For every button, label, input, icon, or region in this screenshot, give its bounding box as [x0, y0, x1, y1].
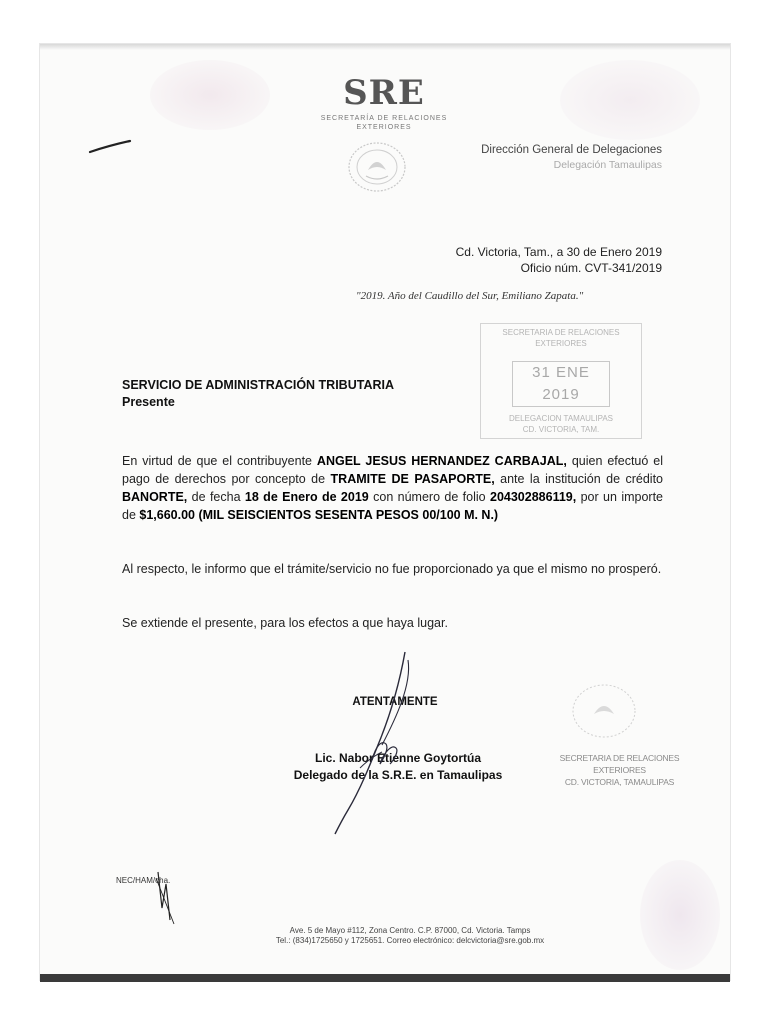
text: ante la institución de crédito — [494, 472, 663, 486]
logo-acronym: SRE — [343, 73, 425, 113]
stamp-line2: EXTERIORES — [535, 339, 587, 348]
scan-bottom-edge — [40, 974, 730, 982]
reference-initials: NEC/HAM/cha. — [116, 876, 171, 885]
sre-logo — [300, 73, 468, 132]
office-number: Oficio núm. CVT-341/2019 — [520, 261, 662, 275]
official-seal-icon — [570, 682, 638, 740]
received-stamp — [480, 323, 642, 441]
folio-number: 204302886119, — [490, 490, 577, 504]
text: quien efectuó el pago de derechos por concepto de — [122, 454, 663, 486]
addressee-salutation: Presente — [122, 395, 175, 409]
letter-footer — [180, 926, 640, 946]
bank-name: BANORTE, — [122, 490, 188, 504]
payment-concept: TRAMITE DE PASAPORTE, — [330, 472, 495, 486]
paper-edge — [40, 44, 730, 50]
seal-line2: CD. VICTORIA, TAMAULIPAS — [564, 777, 675, 787]
handwritten-signature — [300, 640, 450, 840]
stamp-date: 31 ENE 2019 — [512, 361, 610, 407]
delegation-name: Delegación Tamaulipas — [553, 159, 662, 171]
addressee-block — [122, 377, 394, 411]
stamp-line4: CD. VICTORIA, TAM. — [522, 425, 600, 434]
closing-word: ATENTAMENTE — [352, 696, 438, 708]
direction-name: Dirección General de Delegaciones — [481, 144, 662, 156]
smudge — [150, 60, 270, 130]
text: por un importe de — [122, 490, 664, 522]
stamp-line1: SECRETARIA DE RELACIONES — [502, 328, 620, 337]
payment-date: 18 de Enero de 2019 — [244, 490, 369, 504]
year-motto: "2019. Año del Caudillo del Sur, Emiliano Zapata." — [356, 290, 584, 302]
paragraph-service-status: Al respecto, le informo que el trámite/servicio no fue proporcionado ya que el mismo no prosperó. — [122, 562, 662, 576]
logo-agency-line2: EXTERIORES — [356, 124, 412, 131]
initials-signature — [148, 868, 180, 928]
text: de fecha — [187, 490, 245, 504]
delegation-seal-stamp — [537, 752, 702, 788]
payment-amount: $1,660.00 (MIL SEISCIENTOS SESENTA PESOS 00/100 M. N.) — [139, 508, 499, 522]
text: con número de folio — [368, 490, 490, 504]
reference-block — [456, 244, 662, 276]
footer-address: Ave. 5 de Mayo #112, Zona Centro. C.P. 87000, Cd. Victoria. Tamps — [289, 926, 531, 935]
logo-agency-line1: SECRETARÍA DE RELACIONES — [320, 115, 448, 122]
letterhead-direction — [481, 143, 662, 173]
text: En virtud de que el contribuyente — [122, 454, 317, 468]
paragraph-payment-details — [122, 452, 663, 524]
paragraph-closing: Se extiende el presente, para los efectos a que haya lugar. — [122, 616, 448, 630]
footer-contact: Tel.: (834)1725650 y 1725651. Correo electrónico: delcvictoria@sre.gob.mx — [275, 936, 545, 945]
pen-mark — [88, 138, 132, 156]
seal-line1: SECRETARIA DE RELACIONES EXTERIORES — [559, 753, 680, 775]
stamp-line3: DELEGACION TAMAULIPAS — [508, 414, 614, 423]
taxpayer-name: ANGEL JESUS HERNANDEZ CARBAJAL, — [316, 454, 567, 468]
smudge — [560, 60, 700, 140]
smudge — [640, 860, 720, 970]
coat-of-arms-seal-icon — [346, 140, 408, 194]
signatory-name: Lic. Nabor Etienne Goytortúa — [314, 751, 482, 765]
place-date: Cd. Victoria, Tam., a 30 de Enero 2019 — [455, 245, 662, 259]
addressee-name: SERVICIO DE ADMINISTRACIÓN TRIBUTARIA — [122, 378, 394, 392]
signatory-title: Delegado de la S.R.E. en Tamaulipas — [293, 768, 503, 782]
